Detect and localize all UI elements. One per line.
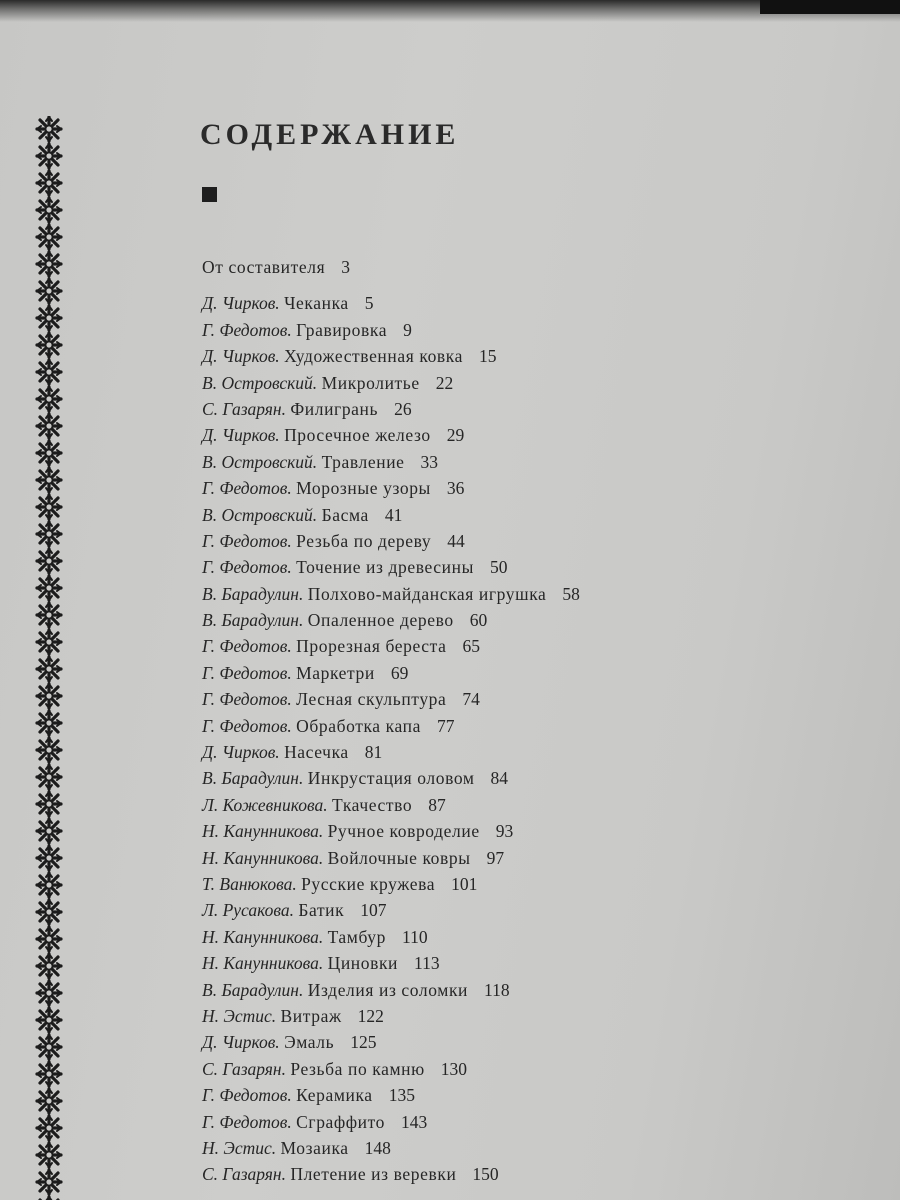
toc-entry-page: 101 [451, 873, 478, 894]
toc-entry-page: 84 [490, 768, 509, 789]
toc-entry [202, 502, 580, 528]
toc-entry-author: Д. Чирков. [202, 742, 280, 763]
toc-entry [202, 449, 580, 475]
toc-entry [202, 950, 580, 976]
toc-entry [202, 475, 580, 501]
toc-entry-page: 81 [364, 742, 383, 763]
toc-entry-title: Керамика [296, 1085, 373, 1106]
toc-entry [202, 845, 580, 871]
toc-entry [202, 660, 580, 686]
toc-entry [202, 765, 580, 791]
toc-entry-title: Точение из древесины [296, 557, 474, 578]
toc-entry [202, 686, 580, 712]
toc-entry-page: 113 [414, 953, 440, 974]
toc-entry-author: Д. Чирков. [202, 346, 280, 367]
toc-entry-author: Г. Федотов. [202, 478, 292, 499]
toc-entry [202, 924, 580, 950]
toc-entry-author: В. Барадулин. [202, 768, 304, 789]
toc-entry [202, 1109, 580, 1135]
toc-intro-entry [202, 254, 580, 280]
toc-entry-page: 150 [472, 1164, 499, 1185]
toc-entry [202, 1082, 580, 1108]
toc-entry-page: 15 [479, 346, 497, 367]
toc-entry-page: 65 [462, 636, 480, 657]
toc-entry-title: Резьба по дереву [296, 530, 432, 551]
toc-entry-title: Просечное железо [284, 425, 431, 446]
toc-entry-title: Насечка [284, 742, 349, 763]
toc-entry-author: Н. Канунникова. [202, 926, 324, 947]
toc-entry-author: Г. Федотов. [202, 715, 292, 736]
toc-entry-author: С. Газарян. [202, 398, 286, 419]
toc-entry [202, 290, 580, 316]
toc-entry-author: Н. Канунникова. [202, 953, 324, 974]
toc-entry-author: С. Газарян. [202, 1058, 286, 1079]
decorative-square-icon [202, 187, 217, 202]
toc-entry-title: Ручное ковроделие [327, 821, 480, 842]
toc-entry-page: 29 [446, 425, 465, 446]
toc-entry [202, 818, 580, 844]
toc-entry-title: Прорезная береста [296, 636, 447, 657]
toc-entry-title: Батик [298, 900, 345, 921]
toc-entry-page: 107 [360, 900, 387, 921]
toc-entry-author: Г. Федотов. [202, 662, 292, 683]
toc-entry-page: 130 [440, 1058, 468, 1079]
toc-entry-title: Инкрустация оловом [307, 768, 475, 789]
toc-entry-title: Басма [321, 504, 369, 525]
toc-entry-title: Резьба по камню [290, 1058, 425, 1079]
toc-entry [202, 528, 580, 554]
toc-entry-author: В. Барадулин. [202, 979, 304, 1000]
toc-entry-title: Гравировка [296, 319, 388, 340]
toc-entry-title: Витраж [280, 1005, 342, 1026]
star-border-ornament-icon [26, 116, 72, 1200]
toc-entry-author: Г. Федотов. [202, 636, 292, 657]
toc-entry-page: 143 [401, 1111, 428, 1132]
toc-entry-author: Т. Ванюкова. [202, 873, 297, 894]
toc-entry [202, 422, 580, 448]
toc-entry-title: Циновки [327, 953, 399, 974]
toc-entry-page: 33 [420, 451, 439, 472]
toc-entry-author: В. Барадулин. [202, 610, 304, 631]
toc-entry-title: Маркетри [296, 662, 375, 683]
toc-entry-title: Художественная ковка [284, 346, 463, 367]
toc-entry-page: 60 [469, 610, 488, 631]
toc-entry-author: В. Островский. [202, 451, 318, 472]
toc-entry-title: Лесная скульптура [296, 689, 447, 710]
toc-entry-title: Эмаль [284, 1032, 335, 1053]
toc-entry-page: 118 [484, 979, 510, 1000]
toc-entry [202, 897, 580, 923]
toc-entry [202, 607, 580, 633]
toc-entry-page: 41 [384, 504, 403, 525]
toc-entry-page: 22 [435, 372, 454, 393]
toc-entry [202, 581, 580, 607]
toc-entry [202, 739, 580, 765]
toc-entry-author: Н. Эстис. [202, 1005, 277, 1026]
toc-entry-page: 36 [446, 478, 465, 499]
toc-entry-page: 58 [562, 583, 580, 604]
toc-entry-author: В. Барадулин. [202, 583, 304, 604]
page-top-edge-shadow [0, 0, 900, 22]
toc-entry-page: 125 [350, 1032, 377, 1053]
page-title: СОДЕРЖАНИЕ [200, 118, 460, 151]
toc-entry-title: Мозаика [280, 1137, 349, 1158]
toc-entry-title: Опаленное дерево [307, 610, 454, 631]
toc-entry-page: 110 [402, 926, 428, 947]
table-of-contents [202, 254, 580, 1188]
toc-entry [202, 633, 580, 659]
toc-entry-title: Полхово-майданская игрушка [307, 583, 547, 604]
toc-intro-title: От составителя [202, 257, 326, 277]
toc-entry-author: Д. Чирков. [202, 293, 280, 314]
toc-entry-page: 148 [364, 1137, 391, 1158]
toc-entry-title: Филигрань [290, 398, 379, 419]
toc-entry [202, 1003, 580, 1029]
toc-entry-title: Плетение из веревки [290, 1164, 457, 1185]
toc-entry-title: Сграффито [296, 1111, 386, 1132]
toc-entry-author: В. Островский. [202, 504, 318, 525]
toc-entry-title: Морозные узоры [296, 478, 431, 499]
toc-entry-page: 93 [495, 821, 514, 842]
toc-entry-title: Войлочные ковры [327, 847, 471, 868]
toc-entry-page: 77 [436, 715, 455, 736]
toc-entry-page: 5 [364, 293, 374, 314]
toc-entry-page: 122 [357, 1005, 384, 1026]
toc-entry [202, 977, 580, 1003]
toc-entry-title: Тамбур [327, 926, 387, 947]
toc-entry-title: Микролитье [321, 372, 420, 393]
toc-entry-title: Изделия из соломки [307, 979, 469, 1000]
toc-entry [202, 792, 580, 818]
toc-entry-page: 9 [403, 319, 412, 340]
toc-entry [202, 713, 580, 739]
toc-entry [202, 370, 580, 396]
toc-entry-page: 97 [486, 847, 505, 868]
toc-entry-title: Чеканка [284, 293, 349, 314]
toc-entry [202, 871, 580, 897]
toc-entry-author: С. Газарян. [202, 1164, 286, 1185]
toc-entry-title: Русские кружева [301, 873, 436, 894]
toc-entry-page: 135 [388, 1085, 415, 1106]
toc-entry-title: Травление [321, 451, 405, 472]
toc-entry-author: Г. Федотов. [202, 530, 292, 551]
toc-entry-page: 44 [447, 530, 465, 551]
toc-entry [202, 396, 580, 422]
toc-entry [202, 554, 580, 580]
toc-entry-page: 74 [462, 689, 480, 710]
toc-entry-author: Н. Канунникова. [202, 821, 324, 842]
toc-entry-author: Г. Федотов. [202, 1085, 292, 1106]
toc-entry-author: Л. Русакова. [202, 900, 294, 921]
toc-entry-page: 26 [394, 398, 412, 419]
toc-entry-page: 69 [390, 662, 409, 683]
toc-entry [202, 343, 580, 369]
toc-entry-author: Г. Федотов. [202, 1111, 292, 1132]
toc-entry [202, 1135, 580, 1161]
toc-entry-author: Л. Кожевникова. [202, 794, 328, 815]
toc-entry [202, 317, 580, 343]
toc-entry-author: Г. Федотов. [202, 319, 292, 340]
toc-entry-author: Н. Эстис. [202, 1137, 277, 1158]
toc-entry-author: Н. Канунникова. [202, 847, 324, 868]
toc-entry-author: Д. Чирков. [202, 1032, 280, 1053]
toc-entry [202, 1029, 580, 1055]
toc-entry-author: Д. Чирков. [202, 425, 280, 446]
toc-entry [202, 1056, 580, 1082]
toc-entry-page: 50 [489, 557, 508, 578]
toc-entry-author: В. Островский. [202, 372, 318, 393]
toc-entry [202, 1161, 580, 1187]
toc-entry-author: Г. Федотов. [202, 689, 292, 710]
toc-entry-page: 87 [428, 794, 446, 815]
toc-intro-page: 3 [341, 257, 353, 277]
toc-entry-author: Г. Федотов. [202, 557, 292, 578]
toc-entry-title: Обработка капа [296, 715, 421, 736]
toc-entry-title: Ткачество [331, 794, 413, 815]
